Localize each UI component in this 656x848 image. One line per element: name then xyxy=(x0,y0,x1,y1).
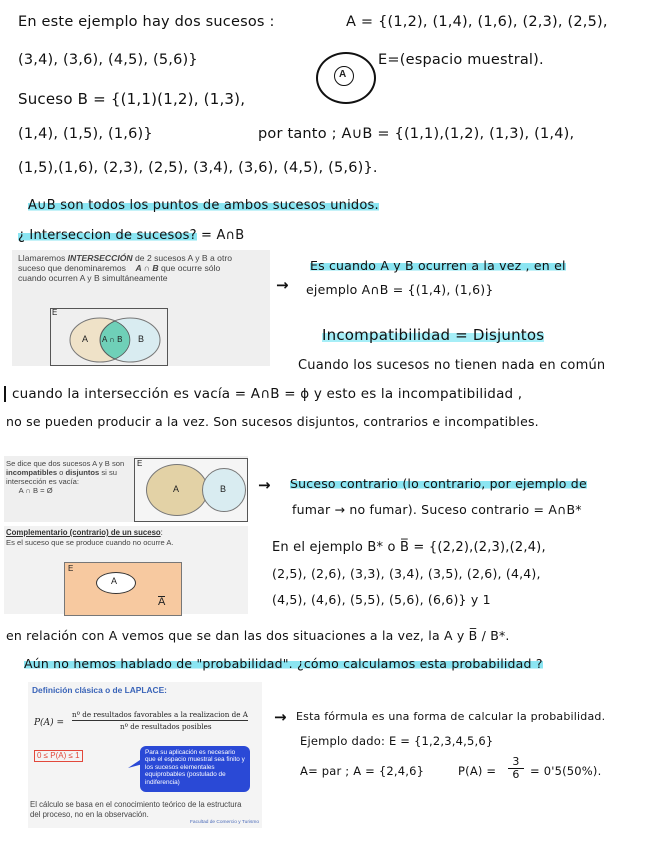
laplace-numerator: nº de resultados favorables a la realizacion de A xyxy=(72,710,248,719)
def-part: de 2 sucesos A y B a otro xyxy=(132,253,232,263)
set-a-line-1: A = {(1,2), (1,4), (1,6), (2,3), (2,5), xyxy=(346,14,608,30)
laplace-denominator: nº de resultados posibles xyxy=(120,722,212,731)
complement-label-abar: A xyxy=(158,596,166,608)
laplace-pa-handwritten: P(A) = xyxy=(458,764,497,778)
laplace-footer-1: El cálculo se basa en el conocimiento teórico de la estructura xyxy=(30,800,242,809)
def-part: si su xyxy=(99,468,117,477)
union-summary: A∪B son todos los puntos de ambos sucesos unidos. xyxy=(28,198,379,213)
venn-label-a: A xyxy=(82,334,89,344)
def-keyword: INTERSECCIÓN xyxy=(67,253,133,263)
space-label: E xyxy=(137,459,143,468)
def-symbol: A ∩ B xyxy=(135,263,159,273)
complement-title-suffix: : xyxy=(160,528,163,537)
union-line-2: (1,5),(1,6), (2,3), (2,5), (3,4), (3,6), (4,5), (5,6)}. xyxy=(18,160,378,176)
example-line-1: En el ejemplo B* o B̅ = {(2,2),(2,3),(2,4), xyxy=(272,540,546,555)
sample-space-note: E=(espacio muestral). xyxy=(378,52,544,68)
intersection-question xyxy=(18,228,244,243)
disjoint-panel xyxy=(4,456,248,522)
def-keyword: disjuntos xyxy=(65,468,100,477)
def-part: que ocurre sólo xyxy=(158,263,221,273)
laplace-pa: P(A) = xyxy=(34,718,64,728)
space-label: E xyxy=(68,564,74,573)
intersection-symbol: = A∩B xyxy=(201,228,245,243)
incompatibility-line-1: Cuando los sucesos no tienen nada en común xyxy=(298,358,606,373)
intersection-definition xyxy=(18,253,268,283)
incompatibility-line-2: cuando la intersección es vacía = A∩B = ϕ y esto es la incompatibilidad , xyxy=(4,386,522,402)
note-text: En este ejemplo hay dos sucesos : xyxy=(18,14,275,30)
arrow-icon: → xyxy=(258,476,271,494)
example-line-2: (2,5), (2,6), (3,3), (3,4), (3,5), (2,6), (4,4), xyxy=(272,566,541,581)
disjoint-label-b: B xyxy=(220,484,227,494)
intersection-note-2: ejemplo A∩B = {(1,4), (1,6)} xyxy=(306,282,494,297)
set-a-line-2: (3,4), (3,6), (4,5), (5,6)} xyxy=(18,52,198,68)
laplace-note-1: Esta fórmula es una forma de calcular la probabilidad. xyxy=(296,710,606,723)
venn-label-b: B xyxy=(138,334,145,344)
arrow-icon: → xyxy=(274,708,287,726)
def-part: intersección es vacía: xyxy=(6,477,80,486)
note-line-1 xyxy=(18,14,275,30)
complement-title-text: Complementario (contrario) de un suceso xyxy=(6,528,161,537)
disjoint-label-a: A xyxy=(173,484,180,494)
event-a-circle-label: A xyxy=(339,69,347,80)
intersection-note-1: Es cuando A y B ocurren a la vez , en el xyxy=(310,258,566,273)
venn-label-intersection: A ∩ B xyxy=(102,335,123,344)
probability-question: Aún no hemos hablado de "probabilidad". ¿cómo calculamos esta probabilidad ? xyxy=(24,656,543,671)
laplace-panel xyxy=(28,682,262,828)
set-b-line-2: (1,4), (1,5), (1,6)} xyxy=(18,126,153,142)
laplace-result: = 0'5(50%). xyxy=(530,764,602,778)
def-part: o xyxy=(57,468,66,477)
relation-line: en relación con A vemos que se dan las dos situaciones a la vez, la A y B̅ / B*. xyxy=(6,628,510,643)
complement-title xyxy=(6,528,163,538)
complement-note-1: Suceso contrario (lo contrario, por ejemplo de xyxy=(290,476,587,491)
complement-note-2: fumar → no fumar). Suceso contrario = A∩B* xyxy=(292,502,582,517)
complement-description: Es el suceso que se produce cuando no ocurre A. xyxy=(6,538,174,547)
intersection-question-text: ¿ Interseccion de sucesos? xyxy=(18,228,197,243)
space-label: E xyxy=(52,308,58,317)
arrow-icon: → xyxy=(276,276,289,294)
set-b-line-1: Suceso B = {(1,1)(1,2), (1,3), xyxy=(18,90,246,108)
fraction-numerator: 3 xyxy=(508,756,524,769)
def-part: cuando ocurren A y B simultáneamente xyxy=(18,273,168,283)
example-line-3: (4,5), (4,6), (5,5), (5,6), (6,6)} y 1 xyxy=(272,592,491,607)
laplace-bounds: 0 ≤ P(A) ≤ 1 xyxy=(34,750,83,762)
laplace-note-2: Ejemplo dado: E = {1,2,3,4,5,6} xyxy=(300,734,494,748)
complement-panel xyxy=(4,526,248,614)
laplace-fraction xyxy=(508,756,524,781)
def-part: Llamaremos xyxy=(18,253,68,263)
def-part: Se dice que dos sucesos A y B son xyxy=(6,459,125,468)
laplace-credit: Facultad de Comercio y Turismo xyxy=(190,820,260,825)
complement-label-a: A xyxy=(111,576,118,586)
incompatibility-line-3: no se pueden producir a la vez. Son sucesos disjuntos, contrarios e incompatibles. xyxy=(6,414,539,429)
laplace-note-3: A= par ; A = {2,4,6} xyxy=(300,764,425,778)
laplace-title: Definición clásica o de LAPLACE: xyxy=(32,685,167,695)
laplace-footer-2: del proceso, no en la observación. xyxy=(30,810,149,819)
def-part: suceso que denominaremos xyxy=(18,263,126,273)
union-line-1: por tanto ; A∪B = {(1,1),(1,2), (1,3), (1,4), xyxy=(258,126,575,142)
intersection-panel xyxy=(12,250,270,366)
def-keyword: incompatibles xyxy=(6,468,58,477)
laplace-bubble: Para su aplicación es necesario que el espacio muestral sea finito y los sucesos elementales equiprobables (postulado de indiferencia) xyxy=(140,746,250,792)
fraction-denominator: 6 xyxy=(512,768,520,781)
incompatibility-title: Incompatibilidad = Disjuntos xyxy=(322,326,545,344)
def-symbol: A ∩ B = Ø xyxy=(18,486,53,495)
disjoint-definition xyxy=(6,459,136,495)
